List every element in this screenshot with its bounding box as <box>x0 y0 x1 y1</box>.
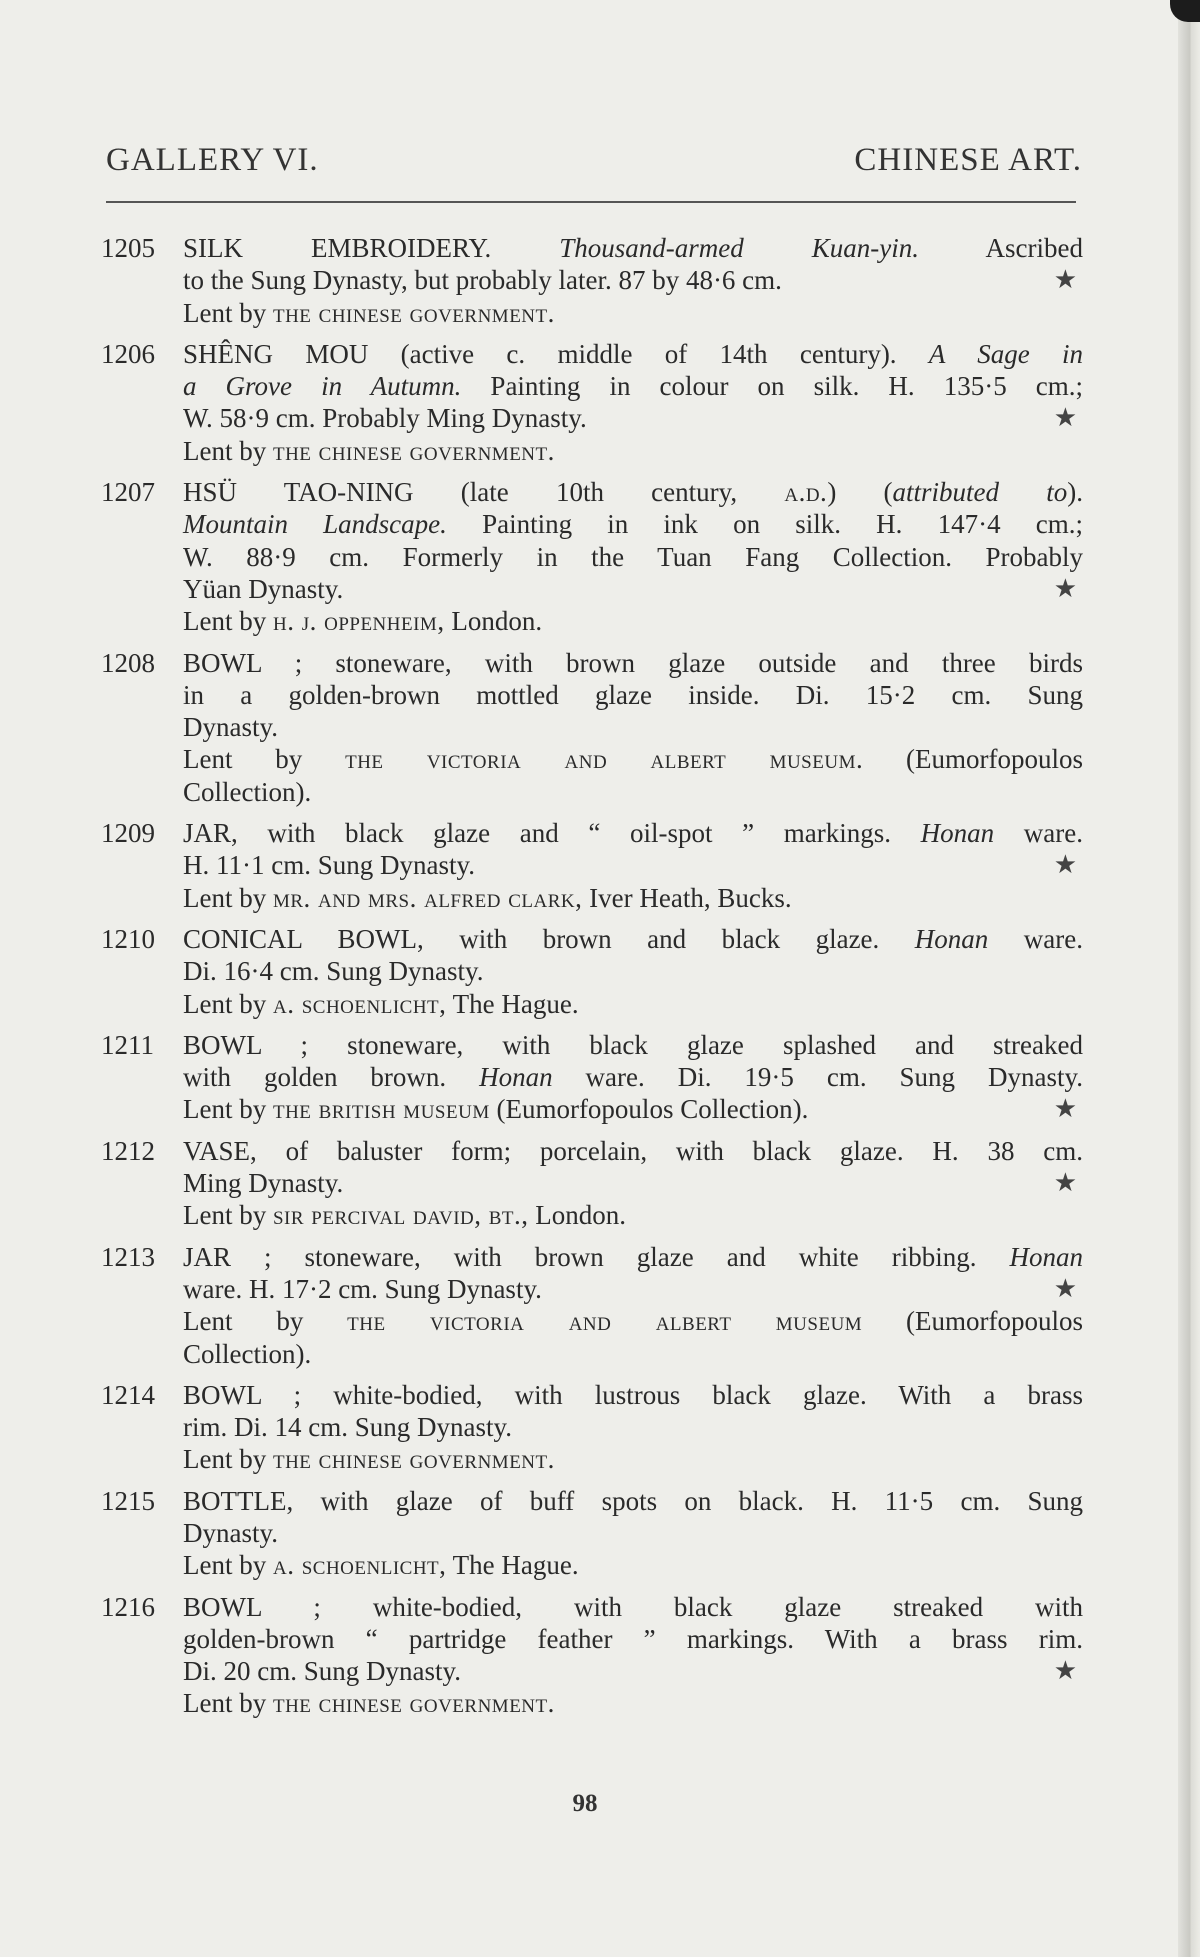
lent-by-label: Lent by <box>183 1688 267 1719</box>
entry-number: 1208 <box>101 647 155 678</box>
entry-text: in a golden-brown mottled glaze inside. Di. 15·2 cm. Sung <box>183 679 1083 710</box>
entry-title: JAR ; stoneware, with brown glaze and white ribbing. <box>183 1241 1010 1272</box>
lent-by-label: Lent by <box>183 1094 267 1125</box>
entry-title: SHÊNG MOU (active c. middle of 14th century). <box>183 338 929 369</box>
entry-subject: Thousand-armed Kuan-yin. <box>559 233 920 263</box>
entry-body <box>183 1029 1083 1126</box>
entry-title: BOWL ; white-bodied, with lustrous black glaze. With a brass <box>183 1379 1083 1410</box>
entry-number: 1215 <box>101 1485 155 1516</box>
entry-text: Painting in colour on silk. H. 135·5 cm.; <box>461 371 1083 402</box>
lender-name: h. j. oppenheim, <box>272 606 445 637</box>
catalogue-entry <box>101 817 1083 914</box>
lent-by-label: Lent by <box>183 606 267 637</box>
entry-text: ) ( <box>827 477 893 508</box>
lent-by-label: Lent by <box>183 435 267 466</box>
entry-number: 1211 <box>101 1029 154 1060</box>
catalogue-entry <box>101 1591 1083 1720</box>
lender-place: Iver Heath, Bucks. <box>582 882 792 913</box>
ware-name: Honan <box>1009 1241 1083 1272</box>
entry-lender <box>183 1093 1083 1125</box>
entry-number: 1210 <box>101 923 155 954</box>
page-edge <box>1178 0 1200 1957</box>
catalogue-entries <box>101 232 1083 1729</box>
era-abbrev: a.d. <box>784 477 828 508</box>
entry-number: 1213 <box>101 1241 155 1272</box>
entry-text: Dynasty. <box>183 712 278 743</box>
lender-place: (Eumorfopoulos Collection). <box>489 1094 809 1125</box>
lent-by-label: Lent by <box>183 882 267 913</box>
entry-lender <box>183 297 1083 329</box>
entry-text: rim. Di. 14 cm. Sung Dynasty. <box>183 1412 512 1443</box>
lender-name: a. schoenlicht, <box>272 988 447 1019</box>
lender-name: the british museum <box>272 1094 490 1125</box>
entry-number: 1216 <box>101 1591 155 1622</box>
entry-text: Collection). <box>183 1338 312 1369</box>
lender-place: The Hague. <box>446 1550 579 1581</box>
lender-place: The Hague. <box>446 988 579 1019</box>
catalogue-entry <box>101 1029 1083 1126</box>
entry-subject: A Sage in <box>928 338 1083 369</box>
entry-text: Di. 16·4 cm. Sung Dynasty. <box>183 956 484 987</box>
entry-lender <box>183 988 1083 1020</box>
lender-name: the victoria and albert museum. <box>345 744 864 775</box>
catalogue-entry <box>101 232 1083 329</box>
entry-text: Ming Dynasty. <box>183 1168 344 1199</box>
running-header <box>106 142 1082 179</box>
entry-text: Ascribed <box>919 233 1083 263</box>
entry-lender <box>183 1549 1083 1581</box>
star-icon: ★ <box>1053 1273 1077 1303</box>
star-icon: ★ <box>1053 403 1077 433</box>
entry-text: with golden brown. <box>183 1062 480 1093</box>
header-section: CHINESE ART. <box>854 142 1082 178</box>
star-icon: ★ <box>1053 1656 1077 1686</box>
entry-body <box>183 1135 1083 1232</box>
entry-text: ware. H. 17·2 cm. Sung Dynasty. <box>183 1273 542 1304</box>
lent-by-label: Lent by <box>183 1444 267 1475</box>
ware-name: Honan <box>914 923 989 954</box>
lender-name: the chinese government. <box>272 1688 555 1719</box>
lender-place: (Eumorfopoulos <box>863 744 1084 775</box>
entry-body <box>183 923 1083 1020</box>
entry-lender <box>183 743 1083 775</box>
lender-name: the chinese government. <box>272 1444 555 1475</box>
entry-text: H. 11·1 cm. Sung Dynasty. <box>183 850 475 881</box>
entry-lender <box>183 1443 1083 1475</box>
entry-title: BOWL ; white-bodied, with black glaze streaked with <box>183 1591 1083 1622</box>
lender-name: sir percival david, bt., <box>272 1200 529 1231</box>
entry-number: 1206 <box>101 338 155 369</box>
lent-by-label: Lent by <box>183 1550 267 1581</box>
entry-text: ware. Di. 19·5 cm. Sung Dynasty. <box>552 1062 1083 1093</box>
star-icon: ★ <box>1053 1094 1077 1124</box>
ware-name: Honan <box>920 818 995 849</box>
entry-title: BOWL ; stoneware, with black glaze splashed and streaked <box>183 1029 1083 1060</box>
entry-attribution: attributed to <box>892 477 1068 508</box>
entry-body <box>183 1591 1083 1720</box>
ware-name: Honan <box>479 1062 553 1093</box>
entry-lender <box>183 605 1083 637</box>
lent-by-label: Lent by <box>183 1306 304 1337</box>
entry-title: CONICAL BOWL, with brown and black glaze. <box>183 923 915 954</box>
entry-text: Yüan Dynasty. <box>183 573 344 604</box>
star-icon: ★ <box>1053 850 1077 880</box>
entry-text: Di. 20 cm. Sung Dynasty. <box>183 1656 461 1687</box>
entry-subject: a Grove in Autumn. <box>183 371 462 402</box>
entry-number: 1214 <box>101 1379 155 1410</box>
entry-text: W. 58·9 cm. Probably Ming Dynasty. <box>183 403 587 434</box>
lender-name: a. schoenlicht, <box>272 1550 447 1581</box>
entry-text: ware. <box>988 923 1083 954</box>
entry-text: W. 88·9 cm. Formerly in the Tuan Fang Collection. Probably <box>183 541 1083 572</box>
catalogue-entry <box>101 476 1083 637</box>
entry-text: to the Sung Dynasty, but probably later. 87 by 48·6 cm. <box>183 265 782 296</box>
header-rule <box>106 201 1076 203</box>
entry-number: 1205 <box>101 233 155 263</box>
catalogue-entry <box>101 1135 1083 1232</box>
catalogue-entry <box>101 647 1083 808</box>
lender-name: mr. and mrs. alfred clark, <box>272 882 583 913</box>
lender-place: London. <box>528 1200 627 1231</box>
entry-lender <box>183 435 1083 467</box>
entry-body <box>183 1485 1083 1582</box>
catalogue-entry <box>101 1485 1083 1582</box>
entry-body <box>183 338 1083 467</box>
entry-body <box>183 817 1083 914</box>
header-gallery: GALLERY VI. <box>106 142 319 178</box>
star-icon: ★ <box>1053 1168 1077 1198</box>
entry-text: Dynasty. <box>183 1517 278 1548</box>
lender-name: the chinese government. <box>272 435 555 466</box>
entry-number: 1212 <box>101 1135 155 1166</box>
entry-title: HSÜ TAO-NING (late 10th century, <box>183 477 785 508</box>
entry-number: 1207 <box>101 477 155 508</box>
lent-by-label: Lent by <box>183 744 303 775</box>
lent-by-label: Lent by <box>183 988 267 1019</box>
entry-text: Collection). <box>183 776 312 807</box>
entry-lender <box>183 1199 1083 1231</box>
entry-lender <box>183 882 1083 914</box>
entry-text: Painting in ink on silk. H. 147·4 cm.; <box>446 509 1083 540</box>
lender-name: the chinese government. <box>272 297 555 328</box>
binding-corner <box>1170 0 1200 22</box>
catalogue-entry <box>101 1241 1083 1370</box>
entry-subject: Mountain Landscape. <box>183 509 447 540</box>
lent-by-label: Lent by <box>183 297 267 328</box>
lender-place: (Eumorfopoulos <box>862 1306 1084 1337</box>
entry-title: JAR, with black glaze and “ oil-spot ” markings. <box>183 818 921 849</box>
star-icon: ★ <box>1053 265 1077 295</box>
catalogue-entry <box>101 338 1083 467</box>
entry-number: 1209 <box>101 818 155 849</box>
entry-text: golden-brown “ partridge feather ” markings. With a brass rim. <box>183 1623 1083 1654</box>
entry-lender <box>183 1305 1083 1337</box>
entry-body <box>183 1379 1083 1476</box>
catalogue-entry <box>101 923 1083 1020</box>
entry-title: VASE, of baluster form; porcelain, with black glaze. H. 38 cm. <box>183 1135 1083 1166</box>
entry-title: BOWL ; stoneware, with brown glaze outside and three birds <box>183 647 1083 678</box>
entry-body <box>183 647 1083 808</box>
entry-body <box>183 232 1083 329</box>
page-number: 98 <box>572 1790 598 1817</box>
lent-by-label: Lent by <box>183 1200 267 1231</box>
star-icon: ★ <box>1053 573 1077 603</box>
entry-title: SILK EMBROIDERY. <box>183 233 560 263</box>
entry-text: ). <box>1067 477 1084 508</box>
entry-body <box>183 476 1083 637</box>
lender-place: London. <box>444 606 543 637</box>
entry-title: BOTTLE, with glaze of buff spots on black. H. 11·5 cm. Sung <box>183 1485 1083 1516</box>
catalogue-entry <box>101 1379 1083 1476</box>
entry-lender <box>183 1687 1083 1719</box>
entry-body <box>183 1241 1083 1370</box>
lender-name: the victoria and albert museum <box>347 1306 863 1337</box>
entry-text: ware. <box>994 818 1083 849</box>
